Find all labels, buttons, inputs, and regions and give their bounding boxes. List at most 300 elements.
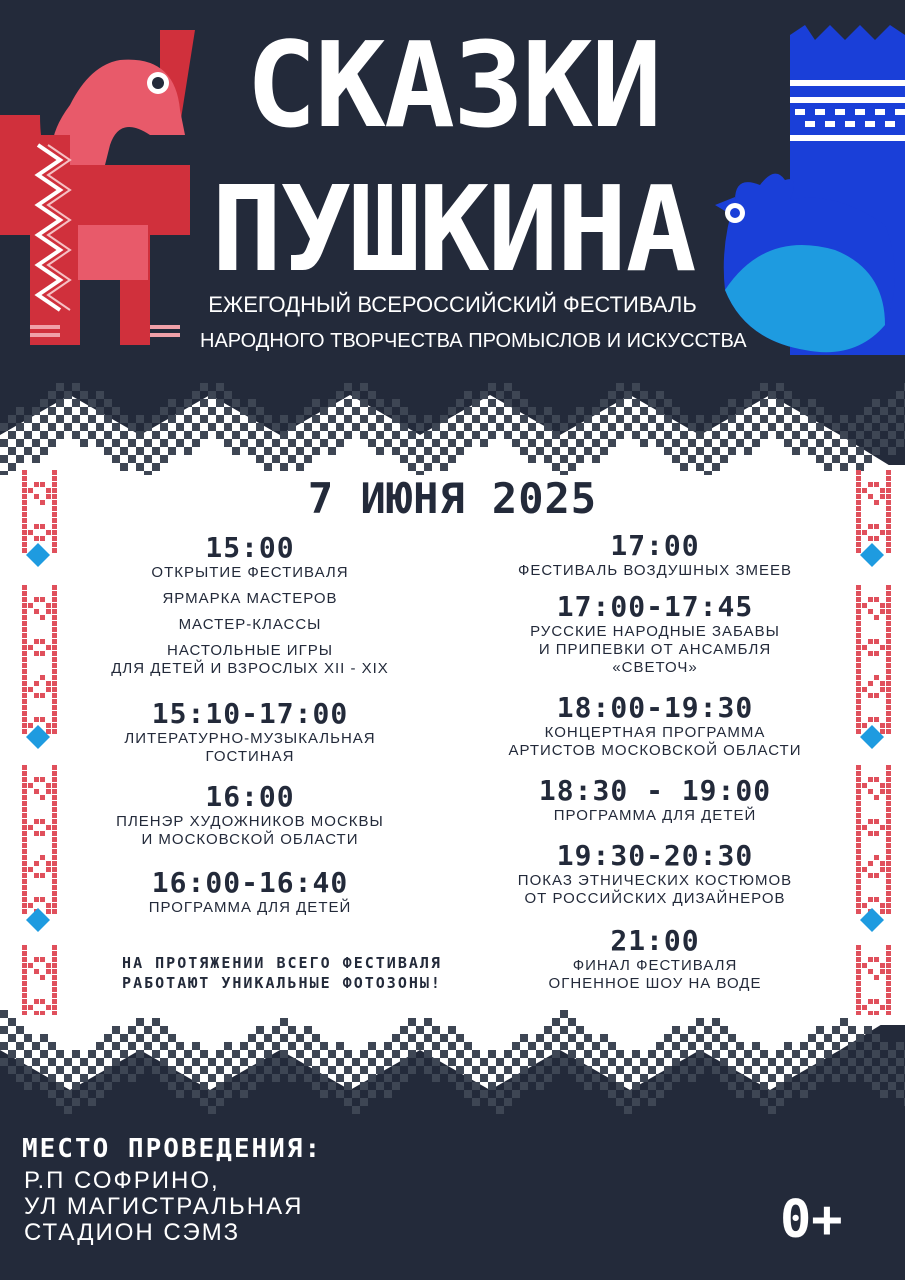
ornament-cell [856, 849, 861, 854]
checker-cell [16, 1058, 24, 1066]
checker-cell [856, 415, 864, 423]
event-date: 7 ИЮНЯ 2025 [307, 474, 598, 523]
checker-cell [560, 1026, 568, 1034]
checker-cell [592, 455, 600, 463]
checker-cell [48, 1042, 56, 1050]
checker-cell [688, 423, 696, 431]
checker-cell [768, 1106, 776, 1114]
checker-cell [264, 1050, 272, 1058]
checker-cell [720, 439, 728, 447]
checker-cell [304, 1042, 312, 1050]
checker-cell [368, 391, 376, 399]
checker-cell [512, 391, 520, 399]
schedule_left-item [55, 867, 445, 917]
checker-cell [616, 383, 624, 391]
ornament-cell [52, 849, 57, 854]
checker-cell [728, 399, 736, 407]
checker-cell [504, 431, 512, 439]
checker-cell [336, 1074, 344, 1082]
checker-cell [896, 1074, 904, 1082]
ornament-cell [22, 945, 27, 950]
checker-cell [296, 1050, 304, 1058]
checker-cell [784, 1042, 792, 1050]
checker-cell [408, 1066, 416, 1074]
checker-cell [736, 423, 744, 431]
checker-cell [112, 1042, 120, 1050]
ornament-cell [22, 530, 27, 535]
checker-cell [752, 1042, 760, 1050]
checker-cell [528, 439, 536, 447]
checker-cell [864, 423, 872, 431]
checker-cell [288, 439, 296, 447]
ornament-cell [868, 957, 873, 962]
checker-cell [48, 1090, 56, 1098]
ornament-cell [22, 849, 27, 854]
checker-cell [280, 463, 288, 471]
checker-cell [216, 1050, 224, 1058]
checker-cell [288, 1042, 296, 1050]
ornament-cell [856, 801, 861, 806]
ornament-cell [886, 771, 891, 776]
checker-cell [560, 1010, 568, 1018]
checker-cell [368, 423, 376, 431]
ornament-cell [22, 861, 27, 866]
checker-cell [56, 1082, 64, 1090]
checker-cell [792, 1082, 800, 1090]
checker-cell [832, 1058, 840, 1066]
checker-cell [760, 1098, 768, 1106]
checker-cell [760, 1050, 768, 1058]
ornament-cell [856, 843, 861, 848]
checker-cell [504, 383, 512, 391]
checker-cell [568, 1018, 576, 1026]
schedule-description: ДЛЯ ДЕТЕЙ И ВЗРОСЛЫХ XII - XIX [111, 660, 389, 677]
checker-cell [448, 423, 456, 431]
checker-cell [392, 415, 400, 423]
ornament-cell [34, 831, 39, 836]
ornament-cell [868, 536, 873, 541]
checker-cell [144, 439, 152, 447]
ornament-cell [886, 609, 891, 614]
checker-cell [800, 1074, 808, 1082]
checker-cell [320, 1074, 328, 1082]
checker-cell [248, 415, 256, 423]
checker-cell [272, 1074, 280, 1082]
ornament-cell [22, 855, 27, 860]
ornament-cell [874, 831, 879, 836]
checker-cell [344, 383, 352, 391]
checker-cell [864, 1058, 872, 1066]
schedule_right-item [460, 925, 850, 993]
ornament-cell [22, 819, 27, 824]
checker-cell [896, 407, 904, 415]
checker-cell [760, 399, 768, 407]
ornament-cell [874, 999, 879, 1004]
checker-cell [464, 423, 472, 431]
checker-cell [512, 423, 520, 431]
schedule_left-item [55, 698, 445, 766]
schedule_left-item [55, 781, 445, 849]
checker-cell [440, 447, 448, 455]
checker-cell [840, 431, 848, 439]
checker-cell [592, 439, 600, 447]
checker-cell [296, 431, 304, 439]
checker-cell [320, 1042, 328, 1050]
ornament-cell [886, 963, 891, 968]
checker-cell [656, 439, 664, 447]
checker-cell [832, 423, 840, 431]
checker-cell [872, 399, 880, 407]
checker-cell [456, 415, 464, 423]
checker-cell [72, 431, 80, 439]
ornament-cell [856, 693, 861, 698]
checker-cell [736, 1090, 744, 1098]
checker-cell [600, 399, 608, 407]
checker-cell [728, 1066, 736, 1074]
ornament-cell [22, 897, 27, 902]
ornament-cell [856, 1011, 861, 1015]
checker-cell [760, 1066, 768, 1074]
checker-cell [48, 1074, 56, 1082]
ornament-cell [40, 693, 45, 698]
checker-cell [40, 1034, 48, 1042]
schedule-description: РУССКИЕ НАРОДНЫЕ ЗАБАВЫ [530, 623, 780, 640]
ornament-cell [22, 675, 27, 680]
ornament-cell [886, 603, 891, 608]
ornament-cell [22, 591, 27, 596]
checker-cell [440, 1050, 448, 1058]
checker-cell [512, 439, 520, 447]
checker-cell [480, 1074, 488, 1082]
checker-cell [880, 407, 888, 415]
checker-cell [160, 439, 168, 447]
checker-cell [568, 431, 576, 439]
ornament-cell [880, 603, 885, 608]
checker-cell [96, 1074, 104, 1082]
checker-cell [224, 1074, 232, 1082]
ornament-cell [28, 603, 33, 608]
checker-cell [56, 415, 64, 423]
checker-cell [224, 1058, 232, 1066]
ornament-cell [856, 548, 861, 553]
checker-cell [576, 1058, 584, 1066]
checker-cell [864, 439, 872, 447]
checker-cell [752, 407, 760, 415]
ornament-cell [52, 861, 57, 866]
ornament-cell [40, 639, 45, 644]
ornament-cell [52, 945, 57, 950]
ornament-cell [868, 681, 873, 686]
ornament-cell [52, 981, 57, 986]
checker-cell [688, 1026, 696, 1034]
ornament-cell [46, 783, 51, 788]
ornament-cell [856, 891, 861, 896]
checker-cell [536, 415, 544, 423]
checker-cell [216, 1066, 224, 1074]
checker-cell [760, 1082, 768, 1090]
ornament-cell [22, 524, 27, 529]
schedule-time: 18:00-19:30 [556, 691, 754, 724]
checker-cell [208, 391, 216, 399]
ornament-cell [868, 819, 873, 824]
checker-cell [448, 407, 456, 415]
checker-cell [824, 1034, 832, 1042]
checker-cell [824, 463, 832, 471]
checker-cell [88, 1050, 96, 1058]
ornament-cell [856, 795, 861, 800]
checker-cell [72, 1066, 80, 1074]
checker-cell [584, 1050, 592, 1058]
checker-cell [16, 407, 24, 415]
checker-cell [824, 415, 832, 423]
checker-cell [640, 1090, 648, 1098]
checker-cell [248, 447, 256, 455]
ornament-cell [886, 639, 891, 644]
checker-cell [536, 1050, 544, 1058]
checker-cell [16, 1042, 24, 1050]
checker-cell [352, 1106, 360, 1114]
schedule-description: НАСТОЛЬНЫЕ ИГРЫ [167, 642, 333, 659]
checker-cell [568, 1034, 576, 1042]
checker-cell [528, 423, 536, 431]
ornament-cell [34, 536, 39, 541]
ornament-cell [874, 957, 879, 962]
checker-cell [744, 1050, 752, 1058]
checker-cell [256, 407, 264, 415]
checker-cell [192, 1090, 200, 1098]
checker-cell [824, 1050, 832, 1058]
checker-cell [432, 1058, 440, 1066]
ornament-cell [886, 681, 891, 686]
ornament-cell [22, 891, 27, 896]
checker-cell [336, 407, 344, 415]
checker-cell [424, 463, 432, 471]
checker-cell [256, 1026, 264, 1034]
checker-cell [296, 415, 304, 423]
checker-cell [160, 1074, 168, 1082]
schedule-time: 16:00 [205, 780, 295, 813]
photo-zones-line1: НА ПРОТЯЖЕНИИ ВСЕГО ФЕСТИВАЛЯ [122, 954, 442, 972]
checker-cell [136, 431, 144, 439]
ornament-cell [52, 957, 57, 962]
checker-cell [656, 1042, 664, 1050]
checker-cell [640, 1058, 648, 1066]
checker-cell [80, 1090, 88, 1098]
checker-cell [96, 423, 104, 431]
checker-cell [240, 1042, 248, 1050]
checker-cell [344, 1082, 352, 1090]
checker-cell [448, 1074, 456, 1082]
checker-cell [848, 423, 856, 431]
ornament-cell [856, 963, 861, 968]
ornament-cell [22, 765, 27, 770]
checker-cell [552, 1066, 560, 1074]
checker-cell [40, 431, 48, 439]
checker-cell [32, 1058, 40, 1066]
checker-cell [104, 1050, 112, 1058]
checker-cell [808, 1034, 816, 1042]
checker-cell [848, 455, 856, 463]
checker-cell [360, 383, 368, 391]
checker-cell [624, 1090, 632, 1098]
ornament-cell [862, 687, 867, 692]
checker-cell [336, 423, 344, 431]
ornament-cell [856, 603, 861, 608]
checker-cell [648, 431, 656, 439]
checker-cell [768, 407, 776, 415]
checker-cell [560, 1042, 568, 1050]
ornament-cell [856, 945, 861, 950]
checker-cell [376, 1066, 384, 1074]
checker-cell [784, 1074, 792, 1082]
ornament-cell [868, 789, 873, 794]
checker-cell [504, 399, 512, 407]
checker-cell [136, 1066, 144, 1074]
checker-cell [128, 1058, 136, 1066]
checker-cell [520, 415, 528, 423]
checker-cell [336, 1090, 344, 1098]
checker-cell [544, 407, 552, 415]
checker-cell [112, 455, 120, 463]
checker-cell [680, 463, 688, 471]
ornament-cell [856, 729, 861, 734]
checker-cell [840, 447, 848, 455]
ornament-cell [880, 609, 885, 614]
checker-cell [464, 1090, 472, 1098]
ornament-cell [868, 999, 873, 1004]
checker-cell [272, 1058, 280, 1066]
checker-cell [200, 1066, 208, 1074]
checker-cell [40, 447, 48, 455]
venue-line3: СТАДИОН СЭМЗ [24, 1219, 241, 1246]
schedule-description: И МОСКОВСКОЙ ОБЛАСТИ [141, 831, 359, 848]
checker-cell [384, 1058, 392, 1066]
ornament-cell [52, 951, 57, 956]
ornament-cell [880, 903, 885, 908]
ornament-cell [22, 633, 27, 638]
checker-cell [8, 431, 16, 439]
checker-cell [80, 407, 88, 415]
ornament-cell [868, 873, 873, 878]
ornament-cell [874, 615, 879, 620]
ornament-cell [856, 615, 861, 620]
checker-cell [56, 1098, 64, 1106]
checker-cell [408, 1018, 416, 1026]
checker-cell [224, 423, 232, 431]
ornament-cell [34, 524, 39, 529]
checker-cell [672, 1058, 680, 1066]
checker-cell [544, 1074, 552, 1082]
checker-cell [608, 1042, 616, 1050]
checker-cell [192, 1042, 200, 1050]
checker-cell [136, 1018, 144, 1026]
checker-cell [760, 383, 768, 391]
checker-cell [632, 1066, 640, 1074]
checker-cell [472, 1066, 480, 1074]
ornament-cell [880, 783, 885, 788]
ornament-cell [856, 723, 861, 728]
ornament-cell [46, 681, 51, 686]
schedule-time: 17:00-17:45 [556, 590, 754, 623]
ornament-cell [886, 975, 891, 980]
ornament-cell [34, 1011, 39, 1015]
ornament-cell [886, 981, 891, 986]
checker-cell [104, 399, 112, 407]
checker-cell [120, 1066, 128, 1074]
checker-cell [680, 415, 688, 423]
ornament-cell [856, 825, 861, 830]
checker-cell [656, 1058, 664, 1066]
checker-cell [520, 431, 528, 439]
checker-cell [592, 407, 600, 415]
ornament-cell [856, 705, 861, 710]
checker-cell [392, 1050, 400, 1058]
ornament-cell [862, 603, 867, 608]
checker-cell [320, 423, 328, 431]
checker-cell [304, 455, 312, 463]
checker-cell [856, 1034, 864, 1042]
schedule-description: «СВЕТОЧ» [612, 659, 698, 676]
checker-cell [504, 1066, 512, 1074]
ornament-cell [856, 657, 861, 662]
checker-cell [208, 407, 216, 415]
ornament-cell [46, 861, 51, 866]
ornament-cell [874, 524, 879, 529]
checker-cell [568, 463, 576, 471]
ornament-cell [886, 849, 891, 854]
checker-cell [888, 1082, 896, 1090]
schedule-description: ОГНЕННОЕ ШОУ НА ВОДЕ [548, 975, 762, 992]
checker-cell [104, 415, 112, 423]
ornament-cell [886, 885, 891, 890]
checker-cell [688, 1074, 696, 1082]
checker-cell [312, 431, 320, 439]
checker-cell [160, 1042, 168, 1050]
ornament-cell [886, 711, 891, 716]
checker-cell [808, 447, 816, 455]
checker-cell [280, 431, 288, 439]
checker-cell [624, 407, 632, 415]
checker-cell [416, 1026, 424, 1034]
checker-cell [24, 1082, 32, 1090]
checker-cell [40, 1050, 48, 1058]
ornament-cell [886, 903, 891, 908]
schedule-description: ПОКАЗ ЭТНИЧЕСКИХ КОСТЮМОВ [517, 872, 793, 889]
checker-cell [640, 423, 648, 431]
checker-cell [696, 463, 704, 471]
ornament-cell [22, 657, 27, 662]
checker-cell [272, 423, 280, 431]
checker-cell [240, 423, 248, 431]
ornament-cell [886, 597, 891, 602]
checker-cell [200, 1082, 208, 1090]
checker-cell [264, 431, 272, 439]
checker-cell [496, 1058, 504, 1066]
checker-cell [352, 1058, 360, 1066]
ornament-cell [22, 783, 27, 788]
checker-cell [424, 1050, 432, 1058]
checker-cell [848, 1042, 856, 1050]
ornament-cell [46, 789, 51, 794]
checker-cell [736, 1042, 744, 1050]
ornament-cell [856, 609, 861, 614]
checker-cell [48, 407, 56, 415]
ornament-cell [862, 825, 867, 830]
checker-cell [616, 1050, 624, 1058]
venue-line2: УЛ МАГИСТРАЛЬНАЯ [24, 1193, 304, 1220]
checker-cell [896, 1042, 904, 1050]
ornament-cell [856, 861, 861, 866]
